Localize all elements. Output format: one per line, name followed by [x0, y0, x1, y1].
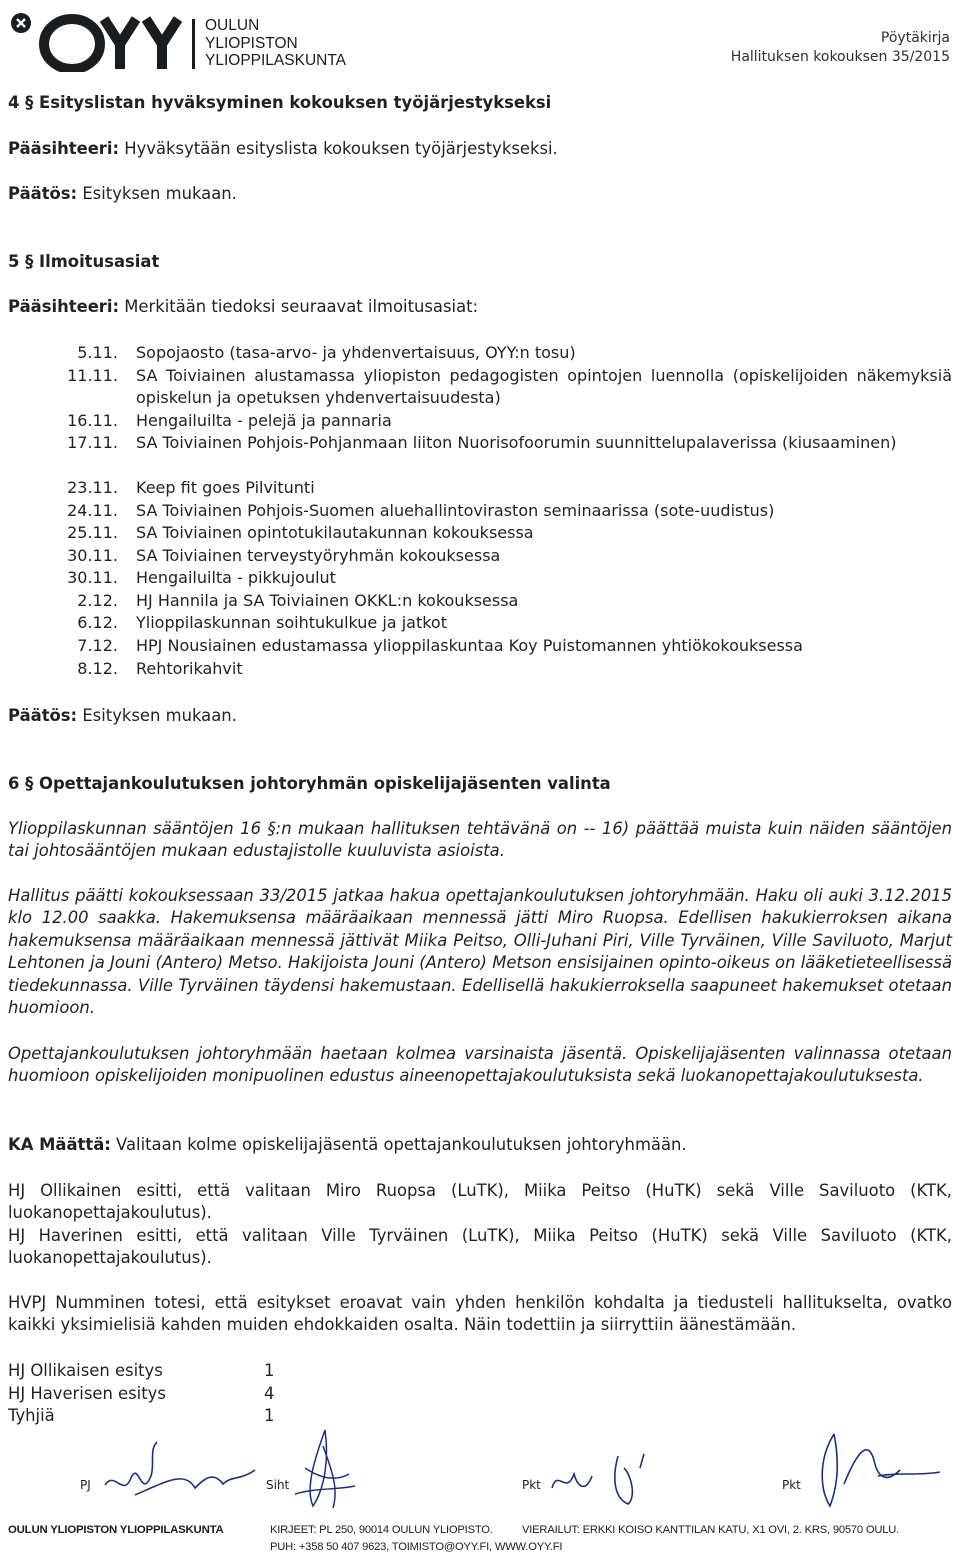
item-date: 11.11.: [67, 366, 118, 385]
item-text: Keep fit goes Pilvitunti: [136, 478, 315, 497]
item-date: 24.11.: [67, 501, 118, 520]
signature-pj: [95, 1440, 265, 1508]
item-text: SA Toiviainen opintotukilautakunnan kokouksessa: [136, 523, 534, 542]
paragraph: HJ Ollikainen esitti, että valitaan Miro Ruopsa (LuTK), Miika Peitso (HuTK) sekä Ville Saviluoto (KTK, luokanopettajakoulutus).: [8, 1181, 952, 1223]
vote-row: [8, 1360, 308, 1382]
signature-label: Siht: [266, 1478, 290, 1492]
item-text: Hengailuilta - pikkujoulut: [136, 568, 336, 587]
proposal-label: KA Määttä:: [8, 1135, 111, 1154]
proposal-label: Pääsihteeri:: [8, 139, 120, 158]
section-heading: 6 § Opettajankoulutuksen johtoryhmän opiskelijajäsenten valinta: [8, 774, 611, 793]
footer-visiting: VIERAILUT: ERKKI KOISO KANTTILAN KATU, X1 OVI, 2. KRS, 90570 OULU.: [522, 1524, 900, 1536]
vote-count: 1: [264, 1361, 275, 1380]
footer-contact: PUH: +358 50 407 9623, TOIMISTO@OYY.FI, WWW.OYY.FI: [270, 1541, 563, 1553]
item-date: 7.12.: [77, 636, 118, 655]
decision-line: [8, 183, 952, 205]
paragraph: Ylioppilaskunnan sääntöjen 16 §:n mukaan hallituksen tehtävänä on -- 16) päättää muista kuin näiden sääntöjen tai johtosääntöjen mukaan edustajistolle kuuluvista asioista.: [8, 819, 952, 861]
item-text: Rehtorikahvit: [136, 659, 243, 678]
document-type: Pöytäkirja: [880, 30, 950, 46]
item-date: 5.11.: [77, 343, 118, 362]
vote-count: 1: [264, 1406, 275, 1425]
item-text: Hengailuilta - pelejä ja pannaria: [136, 411, 392, 430]
organization-name: [205, 17, 346, 70]
section-heading: 5 § Ilmoitusasiat: [8, 252, 160, 271]
footer-address: KIRJEET: PL 250, 90014 OULUN YLIOPISTO.: [270, 1524, 493, 1536]
item-date: 30.11.: [67, 568, 118, 587]
item-text: SA Toiviainen Pohjois-Pohjanmaan liiton Nuorisofoorumin suunnittelupalaverissa (kiusaaminen): [136, 433, 897, 452]
decision-text: Esityksen mukaan.: [82, 706, 237, 725]
proposal-text: Valitaan kolme opiskelijajäsentä opettajankoulutuksen johtoryhmään.: [116, 1135, 687, 1154]
item-text: Ylioppilaskunnan soihtukulkue ja jatkot: [136, 613, 447, 632]
item-date: 30.11.: [67, 546, 118, 565]
signature-siht: [285, 1428, 365, 1510]
item-text: Sopojaosto (tasa-arvo- ja yhdenvertaisuus, OYY:n tosu): [136, 343, 576, 362]
signature-label: PJ: [80, 1478, 91, 1492]
document-meta: Hallituksen kokouksen 35/2015: [730, 49, 950, 65]
item-text: SA Toiviainen alustamassa yliopiston pedagogisten opintojen luennolla (opiskelijoiden näkemyksiä opiskelun ja opetuksen yhdenvertaisuudesta): [136, 366, 952, 408]
vote-row: [8, 1405, 308, 1427]
item-date: 23.11.: [67, 478, 118, 497]
signature-label: Pkt: [782, 1478, 801, 1492]
item-date: 16.11.: [67, 411, 118, 430]
decision-text: Esityksen mukaan.: [82, 184, 237, 203]
footer-org: OULUN YLIOPISTON YLIOPPILASKUNTA: [8, 1524, 224, 1536]
paragraph: Opettajankoulutuksen johtoryhmään haetaan kolmea varsinaista jäsentä. Opiskelijajäsenten valinnassa otetaan huomioon opiskelijoiden monipuolinen edustus aineenopettajakoulutuksista sekä luokanopettajakoulutuksesta.: [8, 1044, 952, 1086]
proposal-text: Hyväksytään esityslista kokouksen työjärjestykseksi.: [124, 139, 558, 158]
signature-pkt1: [548, 1448, 658, 1510]
vote-label: HJ Ollikaisen esitys: [8, 1361, 163, 1380]
proposal-line: [8, 1134, 952, 1156]
signature-pkt2: [808, 1430, 948, 1510]
vote-label: Tyhjiä: [8, 1406, 55, 1425]
vote-label: HJ Haverisen esitys: [8, 1384, 166, 1403]
vote-row: [8, 1383, 308, 1405]
item-date: 8.12.: [77, 659, 118, 678]
item-date: 2.12.: [77, 591, 118, 610]
paragraph: Hallitus päätti kokouksessaan 33/2015 jatkaa hakua opettajankoulutuksen johtoryhmään. Haku oli auki 3.12.2015 klo 12.00 saakka. Hakemuksensa määräaikaan mennessä jätti Miro Ruopsa. Edellisen hakukierroksen aikana hakemuksensa määräaikaan mennessä jättivät Miika Peitso, Olli-Juhani Piri, Ville Tyrväinen, Ville Saviluoto, Marjut Lehtonen ja Jouni (Antero) Metso. Hakijoista Jouni (Antero) Metson ensisijainen opinto-oikeus on lääketieteellisessä tiedekunnassa. Ville Tyrväinen täydensi hakemustaan. Edellisellä hakukierroksella saapuneet hakemukset otetaan huomioon.: [8, 886, 952, 1018]
decision-label: Päätös:: [8, 706, 78, 725]
org-line: OULUN: [205, 17, 260, 34]
section-heading: 4 § Esityslistan hyväksyminen kokouksen työjärjestykseksi: [8, 93, 552, 112]
item-text: SA Toiviainen Pohjois-Suomen aluehallintoviraston seminaarissa (sote-uudistus): [136, 501, 775, 520]
item-date: 6.12.: [77, 613, 118, 632]
org-line: YLIOPISTON: [205, 34, 298, 52]
item-text: HJ Hannila ja SA Toiviainen OKKL:n kokouksessa: [136, 591, 519, 610]
decision-line: [8, 705, 952, 727]
proposal-line: [8, 138, 952, 160]
item-text: SA Toiviainen terveystyöryhmän kokouksessa: [136, 546, 501, 565]
signature-label: Pkt: [522, 1478, 541, 1492]
org-line: YLIOPPILASKUNTA: [205, 52, 346, 69]
paragraph: HVPJ Numminen totesi, että esitykset eroavat vain yhden henkilön kohdalta ja tiedusteli hallitukselta, ovatko kaikki yksimielisiä kahden muiden ehdokkaiden osalta. Näin todettiin ja siirryttiin äänestämään.: [8, 1293, 952, 1335]
proposal-text: Merkitään tiedoksi seuraavat ilmoitusasiat:: [124, 297, 479, 316]
item-date: 25.11.: [67, 523, 118, 542]
paragraph: HJ Haverinen esitti, että valitaan Ville Tyrväinen (LuTK), Miika Peitso (HuTK) sekä Ville Saviluoto (KTK, luokanopettajakoulutus).: [8, 1226, 952, 1268]
item-text: HPJ Nousiainen edustamassa ylioppilaskuntaa Koy Puistomannen yhtiökokouksessa: [136, 636, 803, 655]
proposal-line: [8, 296, 952, 318]
decision-label: Päätös:: [8, 184, 78, 203]
proposal-label: Pääsihteeri:: [8, 297, 120, 316]
vote-count: 4: [264, 1384, 275, 1403]
item-date: 17.11.: [67, 433, 118, 452]
oyy-logo: [8, 10, 198, 76]
